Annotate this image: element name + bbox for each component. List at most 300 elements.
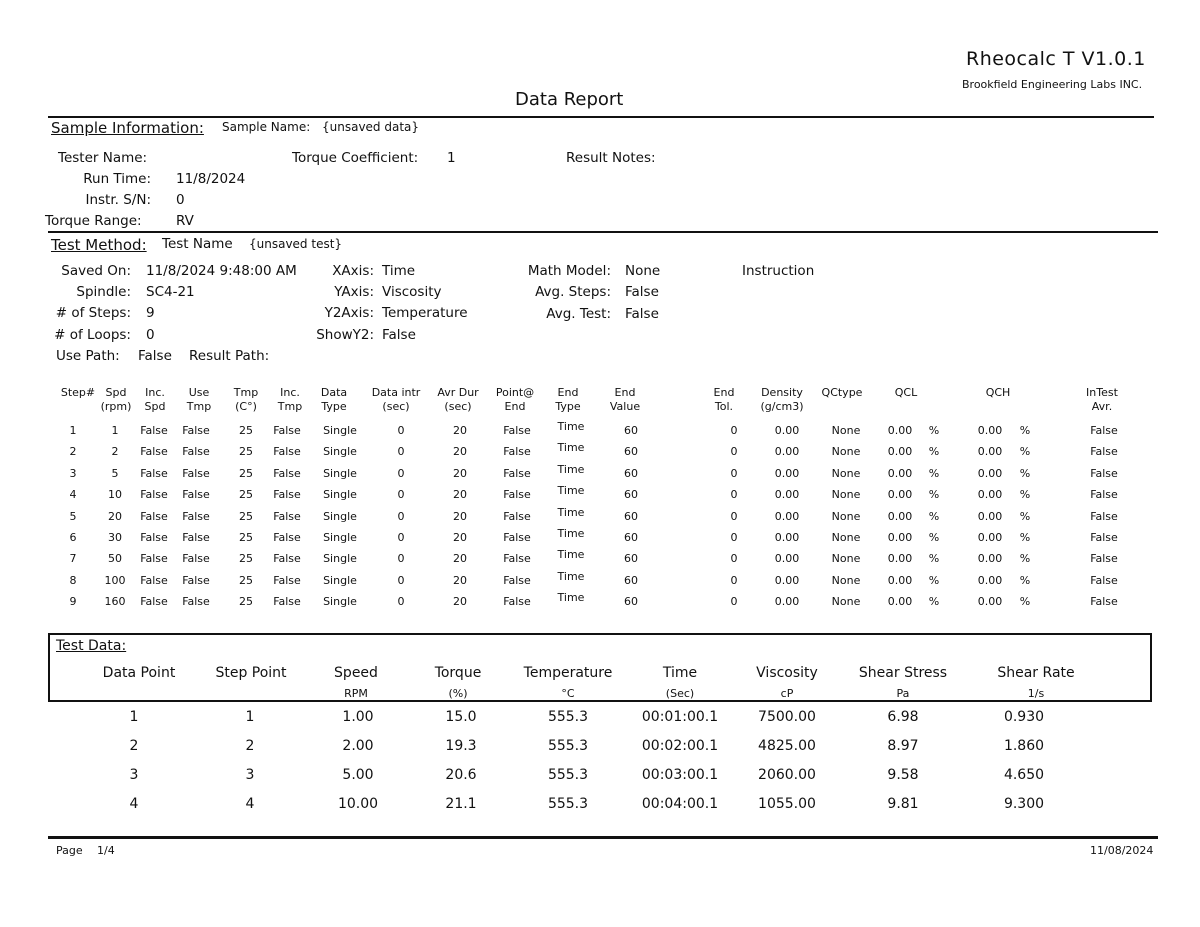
steps-cell: % xyxy=(1019,530,1031,544)
steps-cell: 0 xyxy=(397,509,405,523)
run-time-label: Run Time: xyxy=(83,171,151,187)
steps-cell: False xyxy=(503,509,531,523)
run-time-value: 11/8/2024 xyxy=(176,171,246,187)
steps-cell: 0.00 xyxy=(774,424,800,437)
steps-cell: 0 xyxy=(730,552,738,566)
footer-divider xyxy=(48,836,1158,839)
steps-cell: Time xyxy=(557,548,585,562)
steps-table-row xyxy=(50,505,1160,531)
saved-on-label: Saved On: xyxy=(61,263,131,279)
sample-name-value: {unsaved data} xyxy=(322,120,420,134)
steps-cell: 0.00 xyxy=(774,466,800,480)
steps-cell: 0 xyxy=(730,573,738,587)
steps-count-value: 9 xyxy=(146,305,155,321)
spindle-label: Spindle: xyxy=(76,284,131,300)
steps-cell: 60 xyxy=(624,424,638,437)
test-data-header-temperature: Temperature xyxy=(523,665,613,681)
steps-cell: 20 xyxy=(453,466,467,480)
steps-cell: 0.00 xyxy=(774,509,800,523)
steps-cell: % xyxy=(1019,424,1031,437)
steps-cell: 0.00 xyxy=(977,466,1003,480)
steps-cell: False xyxy=(182,466,210,480)
steps-cell: False xyxy=(1090,552,1118,566)
use-path-label: Use Path: xyxy=(56,348,120,364)
steps-cell: Time xyxy=(557,420,585,433)
steps-cell: False xyxy=(503,424,531,437)
steps-cell: % xyxy=(928,552,940,566)
steps-cell: False xyxy=(140,445,168,459)
showy2-value: False xyxy=(382,327,416,343)
footer-date: 11/08/2024 xyxy=(1090,844,1154,857)
test-data-cell: 1 xyxy=(129,709,139,725)
steps-cell: 0 xyxy=(730,509,738,523)
math-model-value: None xyxy=(625,263,661,279)
steps-cell: 0.00 xyxy=(774,552,800,566)
test-name-label: Test Name xyxy=(162,236,233,252)
steps-cell: 20 xyxy=(453,488,467,502)
steps-cell: False xyxy=(273,530,301,544)
steps-cell: Single xyxy=(323,595,357,609)
steps-cell: False xyxy=(503,573,531,587)
steps-cell: 0 xyxy=(730,466,738,480)
steps-cell: 20 xyxy=(453,424,467,437)
steps-cell: % xyxy=(1019,595,1031,609)
steps-cell: 0 xyxy=(397,488,405,502)
steps-cell: 0.00 xyxy=(977,595,1003,609)
test-data-cell: 9.300 xyxy=(1003,796,1045,812)
page-number: 1/4 xyxy=(97,844,115,857)
steps-cell: 2 xyxy=(69,445,77,459)
steps-cell: 25 xyxy=(239,573,253,587)
test-data-unit: (%) xyxy=(448,687,468,700)
steps-cell: False xyxy=(503,466,531,480)
steps-cell: False xyxy=(182,445,210,459)
steps-table-row xyxy=(50,484,1160,509)
steps-table-row xyxy=(50,526,1160,552)
test-data-cell: 9.81 xyxy=(887,796,919,812)
steps-cell: 0.00 xyxy=(977,424,1003,437)
steps-header-9: Point@ End xyxy=(495,386,535,413)
steps-cell: False xyxy=(503,595,531,609)
steps-cell: % xyxy=(928,445,940,459)
steps-cell: 0 xyxy=(397,445,405,459)
steps-cell: False xyxy=(182,595,210,609)
steps-cell: False xyxy=(140,595,168,609)
test-data-cell: 555.3 xyxy=(547,767,589,783)
torque-coefficient-value: 1 xyxy=(447,150,456,166)
steps-header-8: Avr Dur (sec) xyxy=(437,386,479,413)
divider-sample-top xyxy=(48,116,1154,118)
steps-cell: 0.00 xyxy=(887,552,913,566)
steps-cell: 0.00 xyxy=(977,445,1003,459)
spindle-value: SC4-21 xyxy=(146,284,195,300)
steps-cell: False xyxy=(140,573,168,587)
xaxis-label: XAxis: xyxy=(332,263,374,279)
test-data-cell: 4825.00 xyxy=(758,738,816,754)
test-data-unit: 1/s xyxy=(1027,687,1045,700)
test-data-unit: Pa xyxy=(896,687,910,700)
steps-cell: False xyxy=(140,424,168,437)
steps-cell: 25 xyxy=(239,530,253,544)
test-data-header-shear-rate: Shear Rate xyxy=(997,665,1075,681)
use-path-value: False xyxy=(138,348,172,364)
steps-cell: False xyxy=(503,530,531,544)
test-data-unit: °C xyxy=(561,687,575,700)
steps-cell: Single xyxy=(323,466,357,480)
test-data-cell: 00:03:00.1 xyxy=(641,767,719,783)
steps-cell: 2 xyxy=(111,445,119,459)
steps-cell: 60 xyxy=(624,573,638,587)
math-model-label: Math Model: xyxy=(527,263,611,279)
steps-header-14: QCtype xyxy=(821,386,863,399)
test-data-header-data-point: Data Point xyxy=(102,665,176,681)
avg-steps-label: Avg. Steps: xyxy=(535,284,611,300)
test-data-cell: 8.97 xyxy=(887,738,919,754)
yaxis-label: YAxis: xyxy=(334,284,374,300)
steps-cell: False xyxy=(140,509,168,523)
yaxis-value: Viscosity xyxy=(382,284,442,300)
test-data-cell: 5.00 xyxy=(342,767,374,783)
test-data-cell: 00:02:00.1 xyxy=(641,738,719,754)
steps-table-body xyxy=(50,420,1160,617)
steps-cell: 0 xyxy=(397,424,405,437)
xaxis-value: Time xyxy=(382,263,416,279)
steps-count-label: # of Steps: xyxy=(55,305,131,321)
test-data-cell: 2 xyxy=(245,738,255,754)
steps-cell: 60 xyxy=(624,530,638,544)
test-data-header-torque: Torque xyxy=(434,665,482,681)
steps-cell: 5 xyxy=(69,509,77,523)
steps-cell: 0 xyxy=(730,424,738,437)
steps-cell: 25 xyxy=(239,466,253,480)
steps-cell: False xyxy=(140,530,168,544)
steps-header-13: Density (g/cm3) xyxy=(760,386,804,413)
instr-sn-value: 0 xyxy=(176,192,185,208)
test-data-header-time: Time xyxy=(662,665,698,681)
steps-cell: 160 xyxy=(104,595,126,609)
steps-cell: 20 xyxy=(453,530,467,544)
steps-header-12: End Tol. xyxy=(713,386,735,413)
steps-header-11: End Value xyxy=(609,386,641,413)
steps-cell: Time xyxy=(557,441,585,455)
steps-cell: False xyxy=(182,424,210,437)
test-data-header-shear-stress: Shear Stress xyxy=(858,665,948,681)
steps-cell: 60 xyxy=(624,595,638,609)
steps-cell: Single xyxy=(323,552,357,566)
test-name-value: {unsaved test} xyxy=(249,237,343,251)
instr-sn-label: Instr. S/N: xyxy=(85,192,151,208)
steps-cell: % xyxy=(928,424,940,437)
sample-name-label: Sample Name: xyxy=(222,120,311,134)
steps-table-row xyxy=(50,569,1160,595)
steps-cell: 0.00 xyxy=(774,488,800,502)
test-data-cell: 555.3 xyxy=(547,709,589,725)
steps-header-2: Inc. Spd xyxy=(144,386,166,413)
steps-table-row xyxy=(50,462,1160,488)
steps-cell: 9 xyxy=(69,595,77,609)
steps-cell: 0 xyxy=(397,466,405,480)
test-data-cell: 1 xyxy=(245,709,255,725)
test-data-section-title: Test Data: xyxy=(56,638,127,654)
y2axis-value: Temperature xyxy=(382,305,468,321)
steps-cell: None xyxy=(831,552,861,566)
steps-cell: False xyxy=(182,509,210,523)
test-data-cell: 2060.00 xyxy=(758,767,816,783)
steps-cell: 0.00 xyxy=(887,530,913,544)
test-data-cell: 4 xyxy=(245,796,255,812)
steps-cell: 0.00 xyxy=(774,445,800,459)
steps-cell: 5 xyxy=(111,466,119,480)
steps-cell: None xyxy=(831,424,861,437)
steps-cell: Time xyxy=(557,591,585,605)
test-data-unit: RPM xyxy=(344,687,368,700)
test-data-unit: cP xyxy=(780,687,794,700)
steps-cell: None xyxy=(831,530,861,544)
test-data-cell: 20.6 xyxy=(445,767,477,783)
report-title: Data Report xyxy=(515,89,624,110)
steps-cell: 20 xyxy=(453,509,467,523)
steps-cell: 25 xyxy=(239,595,253,609)
steps-cell: 25 xyxy=(239,424,253,437)
steps-cell: False xyxy=(182,573,210,587)
steps-table-row xyxy=(50,591,1160,616)
avg-test-label: Avg. Test: xyxy=(546,306,611,322)
steps-cell: None xyxy=(831,445,861,459)
steps-cell: 0.00 xyxy=(887,466,913,480)
test-data-row xyxy=(0,709,1200,738)
steps-cell: 50 xyxy=(108,552,122,566)
steps-cell: 7 xyxy=(69,552,77,566)
test-data-cell: 1055.00 xyxy=(758,796,816,812)
test-data-cell: 3 xyxy=(129,767,139,783)
test-data-cell: 2 xyxy=(129,738,139,754)
divider-method-top xyxy=(48,231,1158,233)
steps-header-16: QCH xyxy=(985,386,1011,399)
steps-cell: % xyxy=(1019,466,1031,480)
steps-cell: % xyxy=(928,509,940,523)
test-data-cell: 2.00 xyxy=(342,738,374,754)
saved-on-value: 11/8/2024 9:48:00 AM xyxy=(146,263,297,279)
steps-cell: Time xyxy=(557,526,585,540)
steps-cell: 20 xyxy=(453,573,467,587)
steps-cell: 0.00 xyxy=(887,573,913,587)
steps-cell: False xyxy=(1090,530,1118,544)
steps-cell: 25 xyxy=(239,445,253,459)
steps-cell: False xyxy=(503,552,531,566)
torque-range-value: RV xyxy=(176,213,194,229)
torque-range-label: Torque Range: xyxy=(45,213,142,229)
steps-cell: Single xyxy=(323,573,357,587)
test-data-cell: 555.3 xyxy=(547,796,589,812)
steps-cell: 60 xyxy=(624,466,638,480)
steps-cell: Single xyxy=(323,424,357,437)
steps-cell: False xyxy=(182,552,210,566)
steps-cell: 100 xyxy=(104,573,126,587)
steps-cell: 60 xyxy=(624,509,638,523)
loops-count-label: # of Loops: xyxy=(54,327,131,343)
test-data-cell: 555.3 xyxy=(547,738,589,754)
steps-cell: 6 xyxy=(69,530,77,544)
avg-steps-value: False xyxy=(625,284,659,300)
steps-header-7: Data intr (sec) xyxy=(371,386,421,413)
steps-cell: 0 xyxy=(397,573,405,587)
steps-cell: 20 xyxy=(453,445,467,459)
steps-cell: % xyxy=(1019,445,1031,459)
steps-cell: 0 xyxy=(730,488,738,502)
test-data-cell: 0.930 xyxy=(1003,709,1045,725)
steps-cell: Time xyxy=(557,569,585,583)
test-data-row xyxy=(0,738,1200,767)
test-data-row xyxy=(0,796,1200,825)
test-data-cell: 19.3 xyxy=(445,738,477,754)
steps-cell: 0.00 xyxy=(887,445,913,459)
steps-cell: % xyxy=(928,595,940,609)
steps-cell: % xyxy=(928,488,940,502)
test-data-row xyxy=(0,767,1200,796)
steps-cell: Time xyxy=(557,462,585,476)
steps-cell: 60 xyxy=(624,552,638,566)
steps-cell: Single xyxy=(323,509,357,523)
steps-cell: False xyxy=(1090,595,1118,609)
steps-cell: 0.00 xyxy=(887,509,913,523)
steps-cell: 0 xyxy=(397,552,405,566)
steps-cell: 30 xyxy=(108,530,122,544)
steps-cell: 0 xyxy=(730,595,738,609)
test-data-unit: (Sec) xyxy=(665,687,695,700)
steps-cell: % xyxy=(1019,552,1031,566)
steps-cell: 0.00 xyxy=(887,488,913,502)
steps-cell: 3 xyxy=(69,466,77,480)
result-path-label: Result Path: xyxy=(189,348,270,364)
steps-cell: False xyxy=(273,552,301,566)
steps-header-3: Use Tmp xyxy=(186,386,212,413)
y2axis-label: Y2Axis: xyxy=(324,305,374,321)
steps-cell: False xyxy=(1090,573,1118,587)
steps-cell: False xyxy=(273,509,301,523)
steps-cell: None xyxy=(831,509,861,523)
steps-cell: Single xyxy=(323,530,357,544)
steps-cell: False xyxy=(273,595,301,609)
steps-cell: False xyxy=(273,466,301,480)
steps-cell: None xyxy=(831,466,861,480)
app-title: Rheocalc T V1.0.1 xyxy=(966,48,1146,70)
test-data-cell: 9.58 xyxy=(887,767,919,783)
steps-cell: 0.00 xyxy=(774,530,800,544)
steps-cell: False xyxy=(273,488,301,502)
steps-cell: False xyxy=(1090,445,1118,459)
steps-cell: 4 xyxy=(69,488,77,502)
steps-cell: % xyxy=(928,573,940,587)
steps-cell: False xyxy=(273,573,301,587)
steps-cell: False xyxy=(1090,424,1118,437)
steps-table xyxy=(50,380,1160,617)
steps-cell: 0.00 xyxy=(977,530,1003,544)
result-notes-label: Result Notes: xyxy=(566,150,656,166)
steps-cell: 25 xyxy=(239,509,253,523)
steps-table-row xyxy=(50,420,1160,445)
steps-cell: % xyxy=(1019,573,1031,587)
steps-cell: 60 xyxy=(624,445,638,459)
steps-cell: False xyxy=(1090,466,1118,480)
test-data-header-viscosity: Viscosity xyxy=(756,665,818,681)
steps-cell: 0.00 xyxy=(977,552,1003,566)
tester-name-label: Tester Name: xyxy=(58,150,148,166)
steps-cell: Single xyxy=(323,445,357,459)
steps-cell: 8 xyxy=(69,573,77,587)
test-data-cell: 7500.00 xyxy=(758,709,816,725)
steps-header-5: Inc. Tmp xyxy=(277,386,303,413)
page-label: Page xyxy=(56,844,83,857)
test-data-header-step-point: Step Point xyxy=(215,665,287,681)
steps-cell: False xyxy=(503,488,531,502)
steps-cell: 0.00 xyxy=(887,424,913,437)
steps-cell: None xyxy=(831,573,861,587)
steps-cell: Single xyxy=(323,488,357,502)
avg-test-value: False xyxy=(625,306,659,322)
steps-cell: 20 xyxy=(453,595,467,609)
steps-cell: % xyxy=(928,466,940,480)
steps-cell: False xyxy=(503,445,531,459)
steps-cell: 20 xyxy=(108,509,122,523)
steps-header-0: Step# xyxy=(60,386,96,399)
steps-cell: 10 xyxy=(108,488,122,502)
steps-cell: 0.00 xyxy=(977,488,1003,502)
steps-header-1: Spd (rpm) xyxy=(100,386,132,413)
steps-cell: False xyxy=(273,424,301,437)
test-data-cell: 21.1 xyxy=(445,796,477,812)
steps-cell: % xyxy=(1019,509,1031,523)
steps-cell: 0.00 xyxy=(977,509,1003,523)
steps-cell: 25 xyxy=(239,488,253,502)
test-data-cell: 10.00 xyxy=(337,796,379,812)
test-data-cell: 6.98 xyxy=(887,709,919,725)
steps-cell: 1 xyxy=(69,424,77,437)
steps-cell: 0 xyxy=(397,530,405,544)
test-data-cell: 00:04:00.1 xyxy=(641,796,719,812)
test-data-cell: 15.0 xyxy=(445,709,477,725)
steps-cell: 60 xyxy=(624,488,638,502)
steps-cell: None xyxy=(831,488,861,502)
steps-cell: False xyxy=(140,552,168,566)
steps-cell: 0 xyxy=(730,530,738,544)
steps-cell: False xyxy=(273,445,301,459)
steps-cell: % xyxy=(1019,488,1031,502)
steps-cell: False xyxy=(140,466,168,480)
steps-cell: 0 xyxy=(730,445,738,459)
steps-cell: Time xyxy=(557,505,585,519)
steps-cell: False xyxy=(182,530,210,544)
steps-header-17: InTest Avr. xyxy=(1086,386,1118,413)
steps-cell: False xyxy=(1090,488,1118,502)
steps-cell: % xyxy=(928,530,940,544)
steps-table-header xyxy=(50,380,1160,424)
test-data-cell: 3 xyxy=(245,767,255,783)
steps-table-row xyxy=(50,548,1160,573)
test-data-cell: 1.860 xyxy=(1003,738,1045,754)
steps-cell: False xyxy=(1090,509,1118,523)
sample-section-title: Sample Information: xyxy=(51,119,204,137)
steps-cell: None xyxy=(831,595,861,609)
steps-header-6: Data Type xyxy=(320,386,348,413)
test-data-cell: 00:01:00.1 xyxy=(641,709,719,725)
loops-count-value: 0 xyxy=(146,327,155,343)
steps-cell: 25 xyxy=(239,552,253,566)
steps-cell: 0 xyxy=(397,595,405,609)
showy2-label: ShowY2: xyxy=(316,327,374,343)
steps-header-15: QCL xyxy=(894,386,918,399)
instruction-label: Instruction xyxy=(742,263,815,279)
steps-cell: 0.00 xyxy=(774,573,800,587)
